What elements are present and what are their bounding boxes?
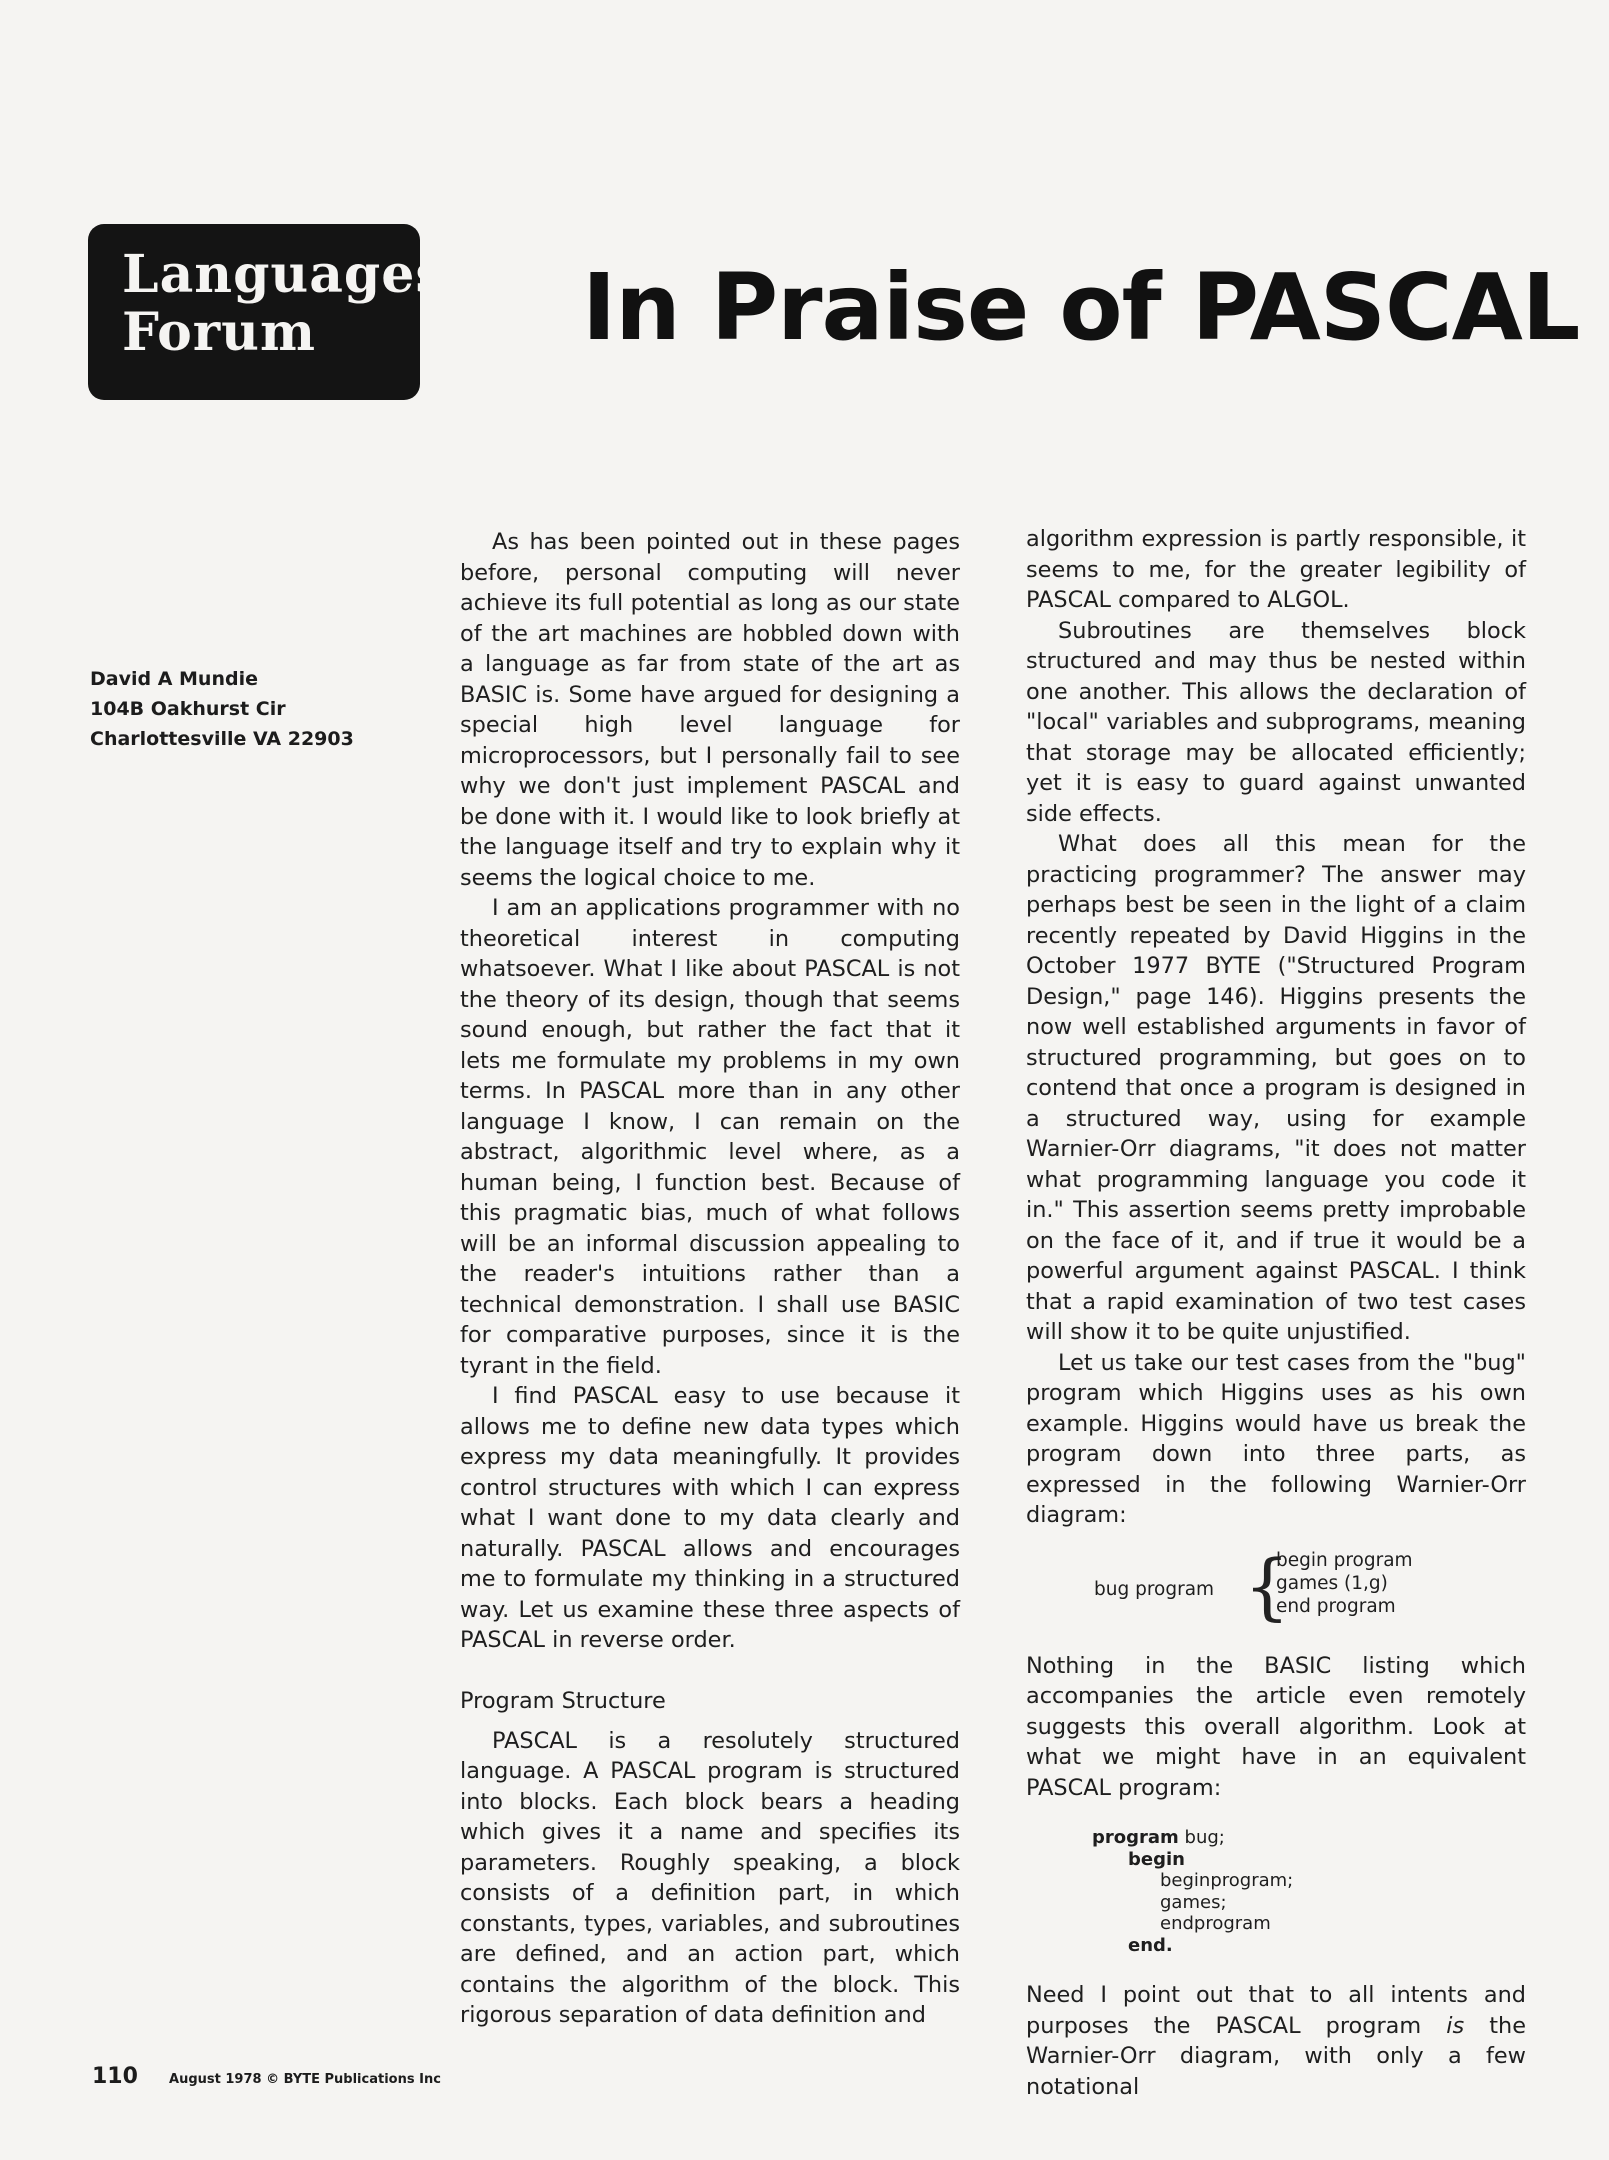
code-line (1026, 1827, 1526, 1849)
warnier-orr-diagram (1026, 1543, 1526, 1637)
author-byline (90, 664, 354, 754)
emphasis-text: is (1446, 2012, 1465, 2039)
paragraph: Subroutines are themselves block structured and may thus be nested within one another. This allows the declaration of "local" variables and subprograms, meaning that storage may be allocated efficiently; yet it is easy to guard against unwanted side effects. (1026, 617, 1526, 827)
body-column-1 (460, 527, 960, 2031)
paragraph-text: Need I point out that to all intents and purposes the PASCAL program (1026, 1982, 1526, 2039)
diagram-item: begin program (1276, 1549, 1413, 1571)
pascal-code-listing (1026, 1827, 1526, 1956)
brace-icon: { (1244, 1543, 1290, 1628)
paragraph: Nothing in the BASIC listing which accompanies the article even remotely suggests this overall algorithm. Look at what we might have in an equivalent PASCAL program: (1026, 1652, 1526, 1801)
paragraph-text: the Warnier-Orr diagram, with only a few notational (1026, 2012, 1526, 2100)
paragraph: I find PASCAL easy to use because it allows me to define new data types which express my data meaningfully. It provides control structures with which I can express what I want done to my data clearly and naturally. PASCAL allows and encourages me to formulate my thinking in a structured way. Let us examine these three aspects of PASCAL in reverse order. (460, 1383, 960, 1653)
code-line: endprogram (1160, 1913, 1271, 1934)
section-badge-line1: Languages (122, 244, 446, 305)
paragraph: algorithm expression is partly responsible, it seems to me, for the greater legibility of PASCAL compared to ALGOL. (1026, 526, 1526, 613)
page-number: 110 (92, 2064, 138, 2089)
paragraph: PASCAL is a resolutely structured language. A PASCAL program is structured into blocks. Each block bears a heading which gives it a name and specifies its parameters. Roughly speaking, a block consists of a definition part, in which constants, types, variables, and subroutines are defined, and an action part, which contains the algorithm of the block. This rigorous separation of data definition and (460, 1727, 960, 2028)
code-line: begin (1128, 1848, 1185, 1870)
publication-credit: August 1978 © BYTE Publications Inc (169, 2072, 441, 2087)
body-column-2 (1026, 524, 1526, 2102)
page-footer (92, 2064, 441, 2089)
diagram-label: bug program (1094, 1578, 1215, 1600)
diagram-item: games (1,g) (1276, 1572, 1388, 1594)
author-address-line1: 104B Oakhurst Cir (90, 698, 286, 720)
diagram-items (1276, 1549, 1413, 1618)
paragraph: What does all this mean for the practicing programmer? The answer may perhaps best be seen in the light of a claim recently repeated by David Higgins in the October 1977 BYTE ("Structured Program Design," page 146). Higgins presents the now well established arguments in favor of structured programming, but goes on to contend that once a program is designed in a structured way, using for example Warnier-Orr diagrams, "it does not matter what programming language you code it in." This assertion seems pretty improbable on the face of it, and if true it would be a powerful argument against PASCAL. I think that a rapid examination of two test cases will show it to be quite unjustified. (1026, 831, 1526, 1345)
code-text: bug; (1178, 1827, 1225, 1848)
section-badge (88, 224, 446, 400)
code-line: games; (1160, 1891, 1227, 1913)
author-name: David A Mundie (90, 668, 258, 690)
code-line: end. (1128, 1934, 1173, 1956)
code-keyword: program (1092, 1827, 1179, 1848)
paragraph (1026, 1980, 1526, 2102)
article-title: In Praise of PASCAL (582, 254, 1580, 361)
author-address-line2: Charlottesville VA 22903 (90, 728, 354, 750)
diagram-item: end program (1276, 1595, 1396, 1617)
paragraph: I am an applications programmer with no theoretical interest in computing whatsoever. What I like about PASCAL is not the theory of its design, though that seems sound enough, but rather the fact that it lets me formulate my problems in my own terms. In PASCAL more than in any other language I know, I can remain on the abstract, algorithmic level where, as a human being, I function best. Because of this pragmatic bias, much of what follows will be an informal discussion appealing to the reader's intuitions rather than a technical demonstration. I shall use BASIC for comparative purposes, since it is the tyrant in the field. (460, 895, 960, 1379)
section-subheading: Program Structure (460, 1687, 666, 1714)
code-line: beginprogram; (1160, 1870, 1294, 1891)
paragraph: Let us take our test cases from the "bug" program which Higgins uses as his own example. Higgins would have us break the program down into three parts, as expressed in the following Warnier-Orr diagram: (1026, 1349, 1526, 1528)
section-badge-line2: Forum (122, 302, 316, 363)
paragraph: As has been pointed out in these pages before, personal computing will never achieve its full potential as long as our state of the art machines are hobbled down with a language as far from state of the art as BASIC is. Some have argued for designing a special high level language for microprocessors, but I personally fail to see why we don't just implement PASCAL and be done with it. I would like to look briefly at the language itself and try to explain why it seems the logical choice to me. (460, 529, 960, 891)
